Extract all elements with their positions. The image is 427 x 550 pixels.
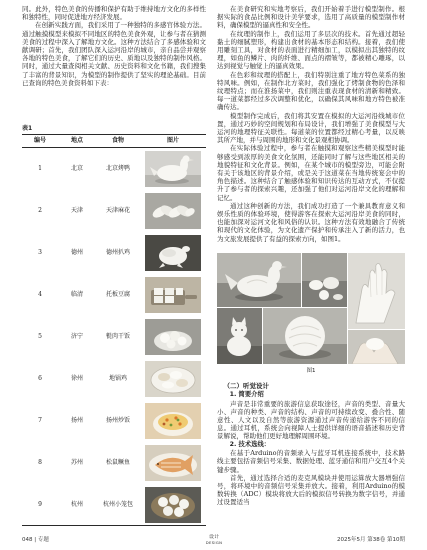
paragraph: 首先，通过选择合适的麦克风模块并使用运算放大器增强信号，将环境中的音频信号采集并放大。接着，利用Arduino的模数转换（ADC）模块将放大后的模拟信号转换为数字信号，并通过设置适当	[217, 473, 405, 507]
row-place: 北京	[70, 165, 83, 172]
table-row	[22, 400, 206, 442]
table-row	[22, 484, 206, 526]
paragraph: 在美食研究和实地考察后，我们开始着手进行模型制作。根据实际的食品比例和设计美学要求，选用了高质量的模型制作材料，确保模型的逼真性和安全性。	[217, 5, 405, 30]
journal-name-cn: 设计	[208, 534, 219, 540]
row-food: 托板豆腐	[105, 291, 130, 298]
issue-info: 2025年5月 第38卷 第10期	[337, 537, 405, 543]
braised-chicken-model-photo	[145, 235, 201, 271]
row-id: 6	[38, 375, 42, 382]
table-row	[22, 148, 206, 190]
auditory-design-section	[217, 382, 405, 528]
food-photo-cell	[140, 487, 206, 523]
row-place: 徐州	[70, 375, 83, 382]
paragraph: 在纹理的制作上，我们运用了多层次的技术。首先通过超轻黏土的细腻塑形，构建出食材的基本形态和结构。接着，我们使用雕刻工具，对食材的表面进行精细加工，以模拟出其独特的纹理，如鱼的鳞片、肉的纤维、面点的褶皱等，都被精心雕琢，以达到视觉与触觉上的逼真效果。	[217, 29, 405, 71]
row-food: 松鼠鳜鱼	[105, 459, 130, 466]
figure-caption: 图1	[306, 368, 316, 374]
food-photo-cell	[140, 151, 206, 187]
subheading-technical-route: 2. 技术选线：	[229, 440, 271, 448]
paragraph: 在色彩和纹理的搭配上，我们特别注重了地方特色菜系的独特风味。例如，在制作北方菜时，我们强化了烤制食物的色泽和纹理特点；而在淮扬菜中，我们则注重表现食材的清新和精致。每一道菜都经过多次调整和优化，以确保其风味和地方特色被准确传达。	[217, 70, 405, 112]
page-number-section: 048 | 专题	[22, 537, 49, 543]
row-place: 扬州	[70, 417, 83, 424]
food-table	[22, 134, 206, 526]
row-food: 甏肉干饭	[105, 333, 130, 340]
row-place: 天津	[70, 207, 83, 214]
photo-hands-holding-model	[348, 330, 405, 364]
squirrel-fish-model-photo	[145, 445, 201, 481]
journal-logo	[194, 534, 234, 545]
table-row	[22, 232, 206, 274]
row-id: 2	[38, 207, 42, 214]
row-food: 地锅鸡	[108, 375, 127, 382]
row-place: 苏州	[70, 459, 83, 466]
paragraph: 在实际体验过程中，参与者在触摸和观察这些精美模型时能够感受到浓厚的美食文化氛围，还能同时了解与这些地区相关的地貌特征和文化背景。例如，在某个城市的模型旁边，可能会附有关于该地区的背景介绍，或是关于这道菜在当地传统宴会中的角色描述。这种结合了触感体验和知识传达的互动方式，不仅提升了参与者的探索兴趣，还加强了他们对运河沿岸文化的理解和记忆。	[217, 144, 405, 202]
paragraph: 在创新实践方面，我们采用了一种独特的多感官体验方法。通过触摸模型来模拟不同地区的特色美食外观，让参与者在猜测美食的过程中深入了解地方文化。这种方法结合了多感体验和文献调研；首先，我们团队深入运河沿岸的城市，亲自品尝并观察各地的特色美食，了解它们的历史、质地以及独特的制作风格。同时，通过大量查阅相关文献、历史资料和文化书籍，我们搜集了丰富的背景知识，为模型的制作提供了坚实的理论基础。目前已查询的特色美食资料如下表：	[22, 21, 206, 87]
row-food: 杭州小笼包	[102, 500, 133, 508]
table-row	[22, 358, 206, 400]
row-id: 9	[38, 500, 42, 508]
header-id: 编号	[33, 137, 46, 144]
table-row	[22, 316, 206, 358]
left-column-text	[22, 5, 206, 123]
photo-small-models	[302, 253, 347, 307]
row-place: 济宁	[70, 333, 83, 340]
food-photo-cell	[140, 235, 206, 271]
row-id: 4	[38, 291, 42, 298]
photo-plaster-hands	[348, 253, 405, 329]
row-place: 临清	[70, 291, 83, 298]
tofu-board-model-photo	[145, 277, 201, 313]
paragraph: 模型制作完成后，我们将其安置在模拟的大运河沿线城市位置，通过巧妙的空间规划和布局设计，我们增强了美食模型与大运河的地理特征关联性。每道菜的位置都经过精心考量，以反映其所产地，并与周围的地形和文化景观相协调。	[217, 111, 405, 145]
row-id: 8	[38, 459, 42, 466]
table-row	[22, 442, 206, 484]
pot-chicken-model-photo	[145, 361, 201, 397]
right-column-text	[217, 5, 405, 251]
table-row	[22, 190, 206, 232]
paragraph: 声音是非常重要的旅游信息获取途径，声音的类型、音量大小、声音的种类、声音的结构、声音的可持续改变、叠合性、随意性、人文以及自然等旅游资源通过声音传递给游客不同的信息。通过耳机，系统会向视障人士提供详细的语音描述和历史背景解说，帮助他们更好地理解周围环境。	[217, 399, 405, 441]
row-place: 杭州	[70, 500, 83, 508]
photo-bird-sculpture	[217, 253, 301, 307]
header-picture: 图片	[166, 137, 179, 144]
food-photo-cell	[140, 445, 206, 481]
photo-round-sculpture	[263, 308, 347, 364]
food-photo-cell	[140, 319, 206, 355]
paragraph: 通过这种创新的方法，我们成功打造了一个兼具教育意义和娱乐性质的体验环境，使得游客在探索大运河沿岸美食的同时，也能加深对运河文化和风俗的认识。这种方法有效地融合了传统和现代的文化体验，为文化遗产保护和传承注入了新的活力，也为文旅发展提供了有益的探索方向，如图1。	[217, 201, 405, 243]
paragraph: 在基于Arduino的音频录入与蓝牙耳机连接系统中，技术路线主要包括音频信号采集、数据处理、蓝牙通信和用户交互4个关键步骤。	[217, 449, 405, 474]
food-photo-cell	[140, 361, 206, 397]
journal-name-en: DESIGN	[205, 540, 223, 545]
paragraph: 同。此外，特色美食的传播和保护有助于维持地方文化的多样性和独特性，同时促进地方经济发展。	[22, 5, 206, 22]
row-id: 5	[38, 333, 42, 340]
soup-dumpling-model-photo	[145, 487, 201, 523]
section-heading: （二）听觉设计	[223, 382, 269, 390]
table-header-row	[22, 134, 206, 148]
header-food: 食物	[111, 137, 124, 144]
figure-model-photos	[217, 253, 405, 364]
table-caption: 表1	[22, 125, 33, 132]
row-food: 天津麻花	[105, 207, 130, 214]
page-footer	[22, 534, 405, 546]
table-row	[22, 274, 206, 316]
food-photo-cell	[140, 403, 206, 439]
row-food: 北京烤鸭	[105, 165, 130, 172]
subheading-introduction: 1. 简要介绍	[229, 391, 264, 398]
row-place: 德州	[70, 249, 83, 256]
food-photo-cell	[140, 277, 206, 313]
photo-cat-figure	[217, 308, 262, 364]
meat-rice-model-photo	[145, 319, 201, 355]
roast-duck-model-photo	[145, 151, 201, 187]
fried-rice-model-photo	[145, 403, 201, 439]
food-photo-cell	[140, 193, 206, 229]
row-food: 德州扒鸡	[105, 249, 130, 256]
twisted-dough-model-photo	[145, 193, 201, 229]
row-food: 扬州炒饭	[105, 417, 130, 424]
header-place: 地点	[70, 137, 83, 144]
row-id: 7	[38, 417, 42, 424]
row-id: 1	[38, 165, 42, 172]
row-id: 3	[38, 249, 42, 256]
